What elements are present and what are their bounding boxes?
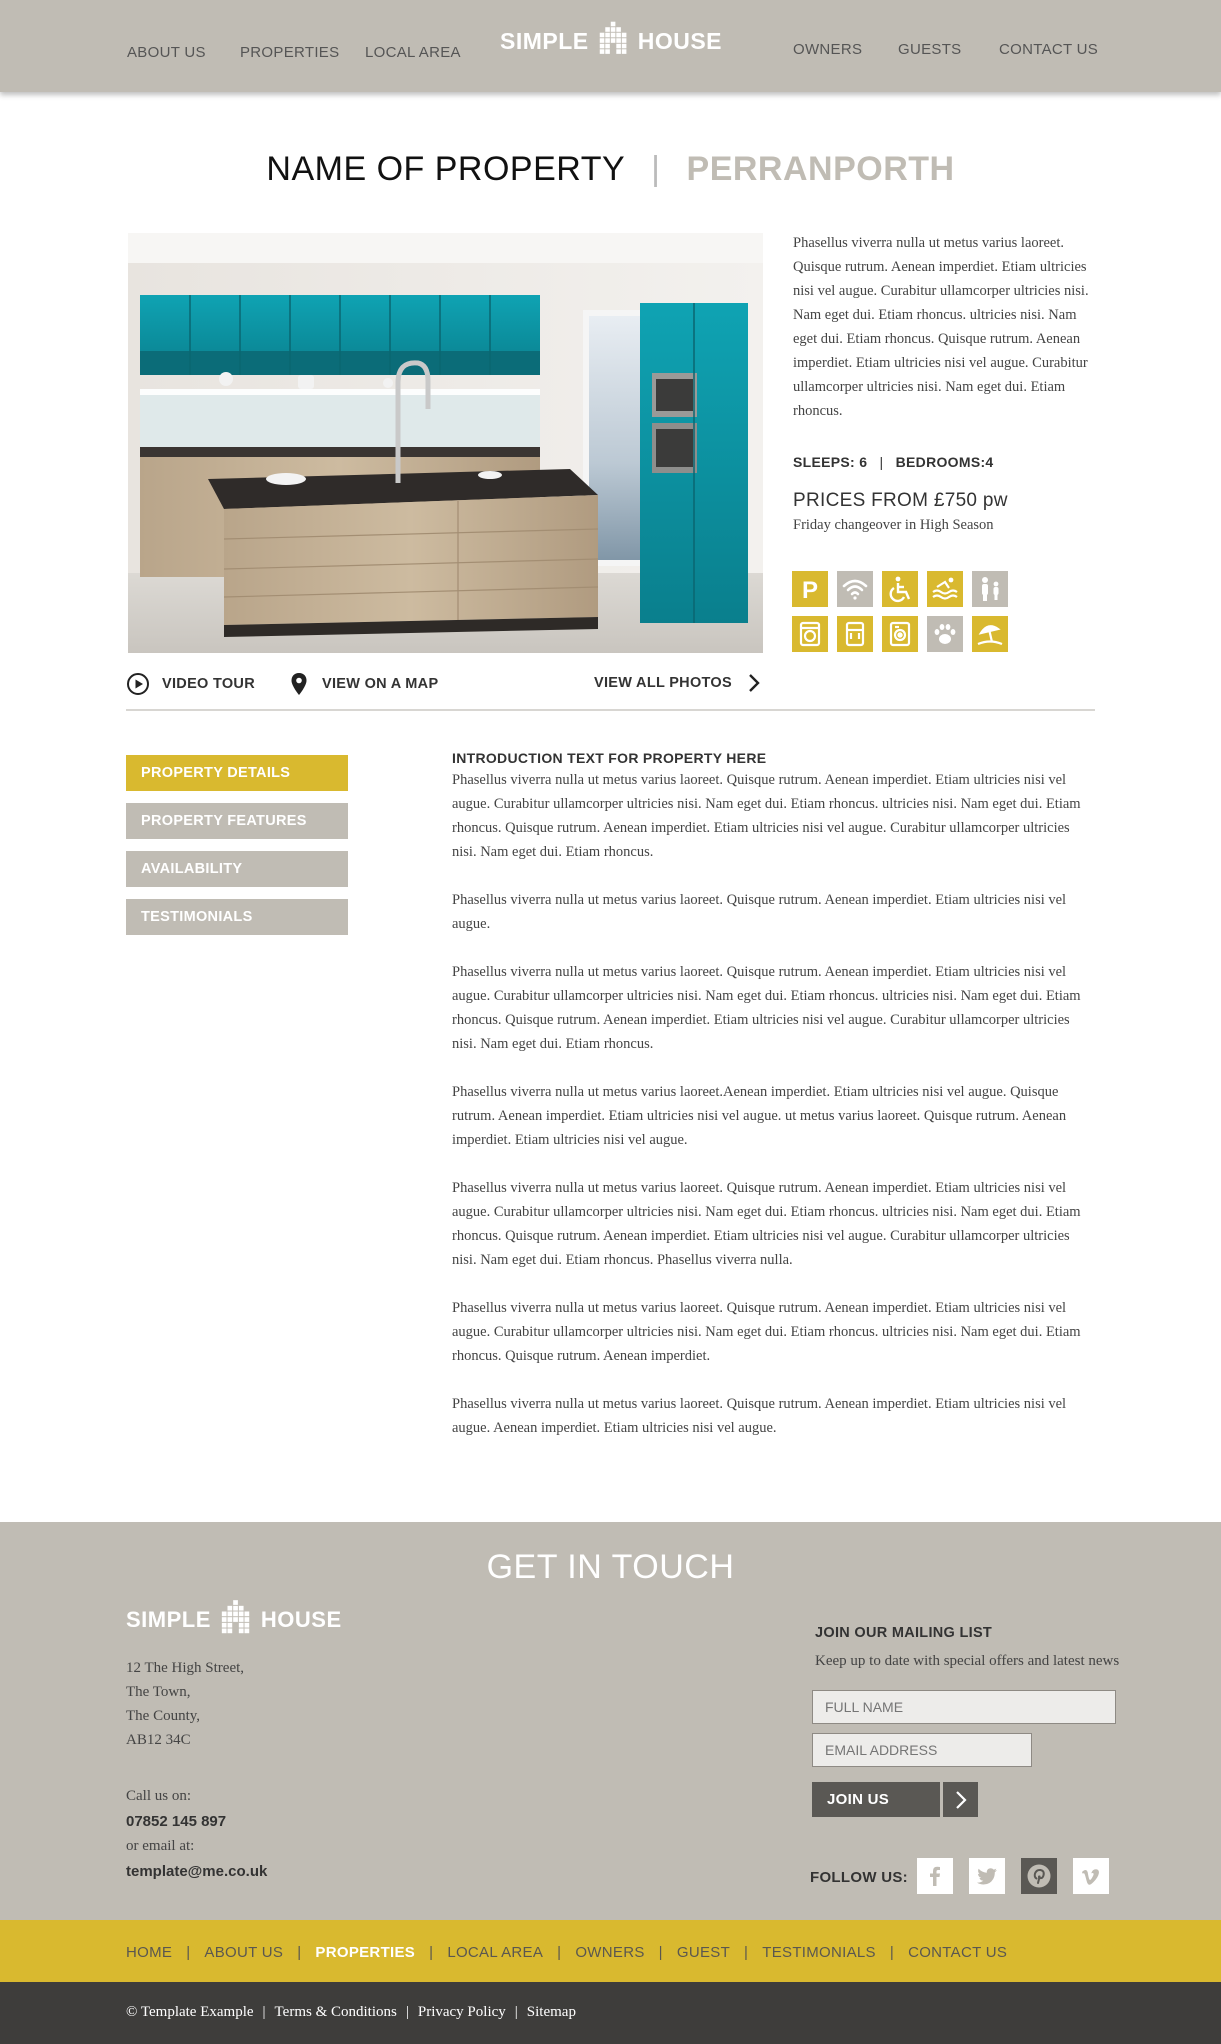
email-label: or email at: <box>126 1838 195 1854</box>
twitter-link[interactable] <box>969 1858 1005 1894</box>
address-line: The Town, <box>126 1684 191 1700</box>
join-us-button[interactable]: JOIN US <box>812 1782 940 1817</box>
content-paragraph: Phasellus viverra nulla ut metus varius laoreet. Quisque rutrum. Aenean imperdiet. Etiam ultricies nisi vel augue. <box>452 892 1067 932</box>
menu-property-details[interactable]: PROPERTY DETAILS <box>126 755 348 791</box>
play-circle-icon <box>126 672 150 696</box>
property-side-menu <box>126 755 348 947</box>
footer-nav-about-us[interactable]: ABOUT US <box>204 1944 284 1961</box>
footer-nav-properties[interactable]: PROPERTIES <box>315 1944 416 1961</box>
changeover-note: Friday changeover in High Season <box>793 517 994 533</box>
wifi-icon <box>837 571 873 607</box>
nav-properties[interactable]: PROPERTIES <box>240 44 340 61</box>
footer-nav-separator: | <box>429 1944 434 1961</box>
amenities-grid <box>792 571 1012 652</box>
content-paragraph: Phasellus viverra nulla ut metus varius laoreet. Quisque rutrum. Aenean imperdiet. Etiam ultricies nisi vel augue. Curabitur ullamcorper ultricies nisi. Nam eget dui. Etiam rhoncus. ultricies nisi. Nam eget dui. Etiam rhoncus. Quisque rutrum. Aenean imperdiet. Etiam ultricies nisi vel augue. Curabitur ullamcorper ultricies nisi. Nam eget dui. Etiam rhoncus. <box>452 964 1081 1052</box>
view-all-photos-link[interactable] <box>594 672 762 694</box>
content-paragraph: Phasellus viverra nulla ut metus varius laoreet. Quisque rutrum. Aenean imperdiet. Etiam ultricies nisi vel augue. Curabitur ullamcorper ultricies nisi. Nam eget dui. Etiam rhoncus. ultricies nisi. Nam eget dui. Etiam rhoncus. Quisque rutrum. Aenean imperdiet. Etiam ultricies nisi vel augue. Curabitur ullamcorper ultricies nisi. Nam eget dui. Etiam rhoncus. Phasellus viverra nulla. <box>452 1180 1081 1268</box>
swimming-pool-icon <box>927 571 963 607</box>
nav-contact-us[interactable]: CONTACT US <box>999 41 1099 58</box>
photo-toolbar <box>126 668 763 698</box>
content-paragraph: Phasellus viverra nulla ut metus varius laoreet. Quisque rutrum. Aenean imperdiet. Etiam ultricies nisi vel augue. Curabitur ullamcorper ultricies nisi. Nam eget dui. Etiam rhoncus. ultricies nisi. Nam eget dui. Etiam rhoncus. Quisque rutrum. Aenean imperdiet. <box>452 1300 1081 1364</box>
site-header <box>0 0 1221 92</box>
full-name-input[interactable] <box>812 1690 1116 1724</box>
vimeo-link[interactable] <box>1073 1858 1109 1894</box>
join-us-arrow-button[interactable] <box>943 1782 978 1817</box>
content-paragraph: Phasellus viverra nulla ut metus varius laoreet.Aenean imperdiet. Etiam ultricies nisi vel augue. Quisque rutrum. Aenean imperdiet. Etiam ultricies nisi vel augue. ut metus varius laoreet. Quisque rutrum. Aenean imperdiet. Etiam ultricies nisi vel augue. <box>452 1084 1067 1148</box>
video-tour-label: VIDEO TOUR <box>162 676 255 692</box>
view-map-link[interactable] <box>290 672 438 696</box>
logo-word-right: HOUSE <box>637 27 722 54</box>
vimeo-icon <box>1080 1866 1102 1886</box>
postal-address <box>126 1656 244 1752</box>
legal-separator: | <box>514 2004 518 2020</box>
pet-friendly-icon <box>927 616 963 652</box>
section-divider <box>126 709 1095 711</box>
chevron-right-icon <box>954 1790 968 1810</box>
washing-machine-icon <box>792 616 828 652</box>
email-input[interactable] <box>812 1733 1032 1767</box>
footer-logo-word-left: SIMPLE <box>126 1607 211 1632</box>
view-photos-label: VIEW ALL PHOTOS <box>594 675 732 691</box>
title-separator: | <box>651 150 661 188</box>
call-label: Call us on: <box>126 1788 192 1804</box>
nav-guests[interactable]: GUESTS <box>898 41 962 58</box>
footer-nav-owners[interactable]: OWNERS <box>575 1944 645 1961</box>
property-main-photo[interactable] <box>128 233 763 653</box>
intro-heading: INTRODUCTION TEXT FOR PROPERTY HERE <box>452 750 767 766</box>
pinterest-link[interactable] <box>1021 1858 1057 1894</box>
sleeps-count: SLEEPS: 6 <box>793 454 868 470</box>
footer-nav-list <box>126 1944 1007 1961</box>
chevron-right-icon <box>746 672 762 694</box>
nav-local-area[interactable]: LOCAL AREA <box>365 44 461 61</box>
contact-footer <box>0 1522 1221 1920</box>
view-map-label: VIEW ON A MAP <box>322 676 439 692</box>
terms-link[interactable]: Terms & Conditions <box>274 2004 397 2020</box>
legal-bar <box>0 1982 1221 2044</box>
legal-separator: | <box>405 2004 409 2020</box>
footer-nav-separator: | <box>186 1944 191 1961</box>
footer-nav-testimonials[interactable]: TESTIMONIALS <box>762 1944 876 1961</box>
footer-nav-contact-us[interactable]: CONTACT US <box>908 1944 1008 1961</box>
family-icon <box>972 571 1008 607</box>
price-from: PRICES FROM £750 pw <box>793 490 1008 511</box>
facebook-link[interactable] <box>917 1858 953 1894</box>
wheelchair-icon <box>882 571 918 607</box>
property-details-content <box>452 750 1095 1464</box>
dishwasher-icon <box>882 616 918 652</box>
twitter-icon <box>976 1866 998 1886</box>
pinterest-icon <box>1026 1863 1052 1889</box>
address-line: AB12 34C <box>126 1732 191 1748</box>
svg-text:P: P <box>801 577 819 603</box>
nav-about-us[interactable]: ABOUT US <box>127 44 206 61</box>
address-line: 12 The High Street, <box>126 1660 245 1676</box>
property-stats <box>793 454 994 470</box>
page-title <box>0 150 1221 189</box>
legal-links <box>126 2004 576 2021</box>
house-grid-icon <box>219 1600 253 1640</box>
beach-icon <box>972 616 1008 652</box>
mailing-list-subtitle: Keep up to date with special offers and latest news <box>815 1653 1120 1669</box>
content-paragraph: Phasellus viverra nulla ut metus varius laoreet. Quisque rutrum. Aenean imperdiet. Etiam ultricies nisi vel augue. Curabitur ullamcorper ultricies nisi. Nam eget dui. Etiam rhoncus. ultricies nisi. Nam eget dui. Etiam rhoncus. Quisque rutrum. Aenean imperdiet. Etiam ultricies nisi vel augue. Curabitur ullamcorper ultricies nisi. Nam eget dui. Etiam rhoncus. <box>452 772 1081 860</box>
footer-logo[interactable] <box>126 1600 342 1640</box>
footer-nav-separator: | <box>658 1944 663 1961</box>
follow-us-label: FOLLOW US: <box>810 1869 908 1886</box>
copyright-text: © Template Example <box>126 2004 254 2020</box>
phone-number[interactable]: 07852 145 897 <box>126 1813 227 1830</box>
footer-nav-home[interactable]: HOME <box>126 1944 173 1961</box>
footer-nav-separator: | <box>297 1944 302 1961</box>
contact-details <box>126 1784 267 1884</box>
footer-nav-local-area[interactable]: LOCAL AREA <box>447 1944 544 1961</box>
logo-word-left: SIMPLE <box>500 27 589 54</box>
property-description: Phasellus viverra nulla ut metus varius laoreet. Quisque rutrum. Aenean imperdiet. Etiam ultricies nisi vel augue. Curabitur ullamcorper ultricies nisi. Nam eget dui. Etiam rhoncus. ultricies nisi. Nam eget dui. Etiam rhoncus. Quisque rutrum. Aenean imperdiet. Etiam ultricies nisi vel augue. Curabitur ullamcorper ultricies nisi. Nam eget dui. Etiam rhoncus. <box>793 235 1089 419</box>
footer-nav <box>0 1920 1221 1982</box>
map-pin-icon <box>290 672 308 696</box>
video-tour-link[interactable] <box>126 672 255 696</box>
footer-nav-guest[interactable]: GUEST <box>676 1944 731 1961</box>
footer-logo-word-right: HOUSE <box>260 1607 342 1632</box>
footer-nav-separator: | <box>557 1944 562 1961</box>
menu-availability[interactable]: AVAILABILITY <box>126 851 348 887</box>
bedrooms-count: BEDROOMS:4 <box>895 454 994 470</box>
parking-icon <box>792 571 828 607</box>
footer-nav-separator: | <box>744 1944 749 1961</box>
content-paragraph: Phasellus viverra nulla ut metus varius laoreet. Quisque rutrum. Aenean imperdiet. Etiam ultricies nisi vel augue. Aenean imperdiet. Etiam ultricies nisi vel augue. <box>452 1396 1067 1436</box>
menu-testimonials[interactable]: TESTIMONIALS <box>126 899 348 935</box>
get-in-touch-heading: GET IN TOUCH <box>486 1548 735 1586</box>
privacy-policy-link[interactable]: Privacy Policy <box>417 2004 506 2020</box>
footer-nav-separator: | <box>889 1944 895 1961</box>
address-line: The County, <box>126 1708 201 1724</box>
nav-owners[interactable]: OWNERS <box>793 41 863 58</box>
email-address-link[interactable]: template@me.co.uk <box>126 1863 268 1880</box>
stats-separator: | <box>879 454 884 470</box>
site-logo[interactable] <box>500 20 722 62</box>
facebook-icon <box>925 1865 945 1887</box>
kitchen-illustration <box>128 233 763 653</box>
mailing-list-heading: JOIN OUR MAILING LIST <box>815 1625 993 1641</box>
menu-property-features[interactable]: PROPERTY FEATURES <box>126 803 348 839</box>
house-grid-icon <box>597 20 630 62</box>
sitemap-link[interactable]: Sitemap <box>526 2004 576 2020</box>
property-location: PERRANPORTH <box>686 150 955 188</box>
fridge-icon <box>837 616 873 652</box>
legal-separator: | <box>262 2004 266 2020</box>
property-name: NAME OF PROPERTY <box>266 150 626 188</box>
